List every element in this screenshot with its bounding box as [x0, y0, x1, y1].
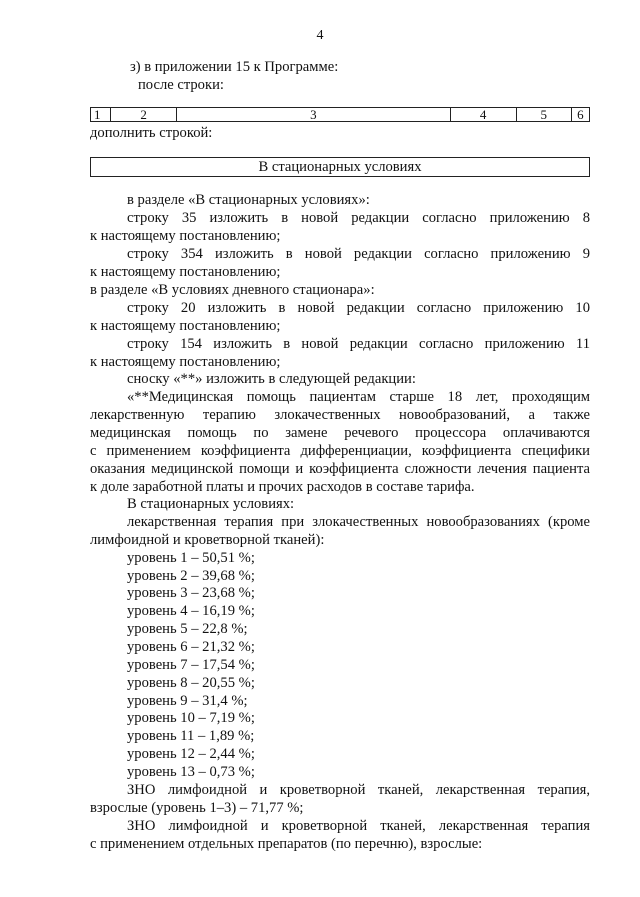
item-z-heading: з) в приложении 15 к Программе:	[130, 59, 339, 75]
row154-line: строку 154 изложить в новой редакции согласно приложению 11	[127, 336, 590, 352]
table-cell: 6	[571, 108, 589, 122]
footnote-line: оказания медицинской помощи и коэффициента сложности лечения пациента	[90, 461, 590, 477]
level-item: уровень 4 – 16,19 %;	[127, 603, 255, 619]
level-item: уровень 8 – 20,55 %;	[127, 675, 255, 691]
zno-line-cont: с применением отдельных препаратов (по перечню), взрослые:	[90, 836, 483, 852]
footnote-line: к доле заработной платы и прочих расходов в составе тарифа.	[90, 479, 475, 495]
table-cell: 5	[516, 108, 571, 122]
page-number: 4	[316, 28, 324, 43]
table-cell: 1	[91, 108, 111, 122]
column-number-table	[90, 107, 590, 122]
drug-therapy-line: лекарственная терапия при злокачественных новообразованиях (кроме	[127, 514, 590, 530]
footnote-intro-line: сноску «**» изложить в следующей редакции:	[127, 371, 416, 387]
level-item: уровень 7 – 17,54 %;	[127, 657, 255, 673]
add-row-label: дополнить строкой:	[90, 125, 213, 141]
table-cell: 4	[450, 108, 516, 122]
drug-therapy-line-cont: лимфоидной и кроветворной тканей):	[90, 532, 325, 548]
row35-line: строку 35 изложить в новой редакции согласно приложению 8	[127, 210, 590, 226]
row154-line-cont: к настоящему постановлению;	[90, 354, 281, 370]
after-rows-label: после строки:	[138, 77, 224, 93]
row-box: В стационарных условиях	[90, 157, 590, 177]
section-day-line: в разделе «В условиях дневного стационара»:	[90, 282, 375, 298]
row354-line: строку 354 изложить в новой редакции согласно приложению 9	[127, 246, 590, 262]
level-item: уровень 6 – 21,32 %;	[127, 639, 255, 655]
level-item: уровень 10 – 7,19 %;	[127, 710, 255, 726]
table-cell: 3	[177, 108, 450, 122]
table-row	[91, 108, 590, 122]
zno-line: ЗНО лимфоидной и кроветворной тканей, лекарственная терапия,	[127, 782, 590, 798]
level-item: уровень 1 – 50,51 %;	[127, 550, 255, 566]
level-item: уровень 3 – 23,68 %;	[127, 585, 255, 601]
footnote-line: лекарственную терапию злокачественных новообразований, а также	[90, 407, 590, 423]
level-item: уровень 11 – 1,89 %;	[127, 728, 255, 744]
zno-line-cont: взрослые (уровень 1–3) – 71,77 %;	[90, 800, 304, 816]
footnote-line: «**Медицинская помощь пациентам старше 18 лет, проходящим	[127, 389, 590, 405]
row354-line-cont: к настоящему постановлению;	[90, 264, 281, 280]
in-hosp-heading: В стационарных условиях:	[127, 496, 295, 512]
level-item: уровень 2 – 39,68 %;	[127, 568, 255, 584]
level-item: уровень 9 – 31,4 %;	[127, 693, 248, 709]
row35-line-cont: к настоящему постановлению;	[90, 228, 281, 244]
row20-line: строку 20 изложить в новой редакции согласно приложению 10	[127, 300, 590, 316]
level-item: уровень 12 – 2,44 %;	[127, 746, 255, 762]
zno-line: ЗНО лимфоидной и кроветворной тканей, лекарственная терапия	[127, 818, 590, 834]
footnote-line: медицинская помощь по замене речевого процессора оплачиваются	[90, 425, 590, 441]
level-item: уровень 5 – 22,8 %;	[127, 621, 248, 637]
table-cell: 2	[111, 108, 177, 122]
footnote-line: с применением коэффициента дифференциации, коэффициента специфики	[90, 443, 590, 459]
level-item: уровень 13 – 0,73 %;	[127, 764, 255, 780]
section-hosp-line: в разделе «В стационарных условиях»:	[127, 192, 370, 208]
row20-line-cont: к настоящему постановлению;	[90, 318, 281, 334]
